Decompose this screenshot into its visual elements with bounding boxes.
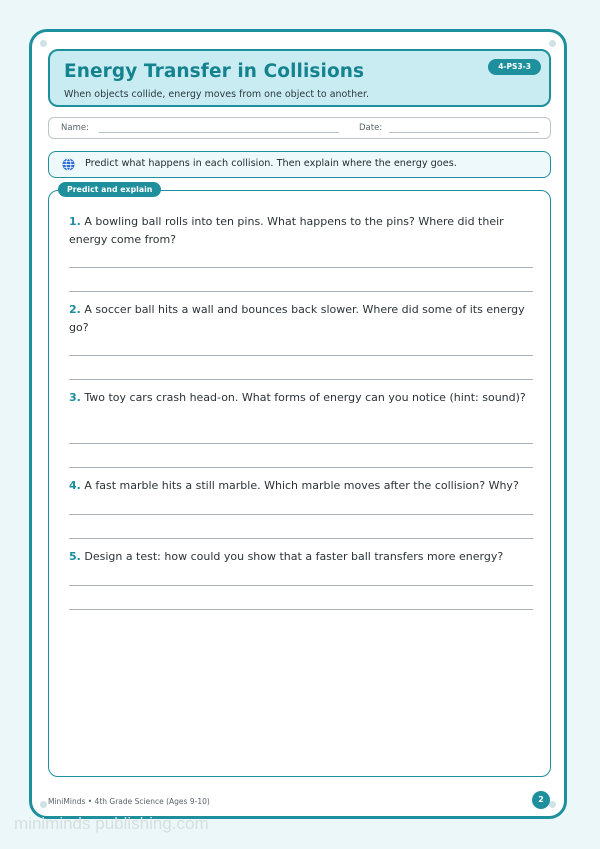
question-number: 1.	[69, 215, 81, 228]
answer-line[interactable]	[69, 291, 533, 292]
section-title: Predict and explain	[58, 182, 161, 197]
name-label: Name:	[61, 123, 89, 133]
answer-line[interactable]	[69, 538, 533, 539]
corner-dot	[549, 40, 556, 47]
corner-dot	[40, 40, 47, 47]
name-field[interactable]	[99, 132, 339, 133]
answer-line[interactable]	[69, 514, 533, 515]
answer-line[interactable]	[69, 379, 533, 380]
question-number: 5.	[69, 550, 81, 563]
instruction-box	[48, 151, 551, 178]
header-banner	[48, 49, 551, 107]
date-label: Date:	[359, 123, 383, 133]
instruction-text: Predict what happens in each collision. Then explain where the energy goes.	[85, 158, 457, 169]
date-field[interactable]	[389, 132, 539, 133]
question-3	[69, 389, 532, 407]
question-2	[69, 301, 532, 337]
answer-line[interactable]	[69, 443, 533, 444]
student-info-bar	[48, 117, 551, 139]
answer-line[interactable]	[69, 609, 533, 610]
answer-line[interactable]	[69, 355, 533, 356]
globe-icon	[62, 158, 75, 171]
question-number: 2.	[69, 303, 81, 316]
watermark: miniminds publishing.com	[14, 814, 209, 833]
question-text: A soccer ball hits a wall and bounces back slower. Where did some of its energy go?	[69, 303, 525, 334]
question-text: A fast marble hits a still marble. Which marble moves after the collision? Why?	[84, 479, 519, 492]
answer-line[interactable]	[69, 267, 533, 268]
answer-line[interactable]	[69, 585, 533, 586]
question-number: 3.	[69, 391, 81, 404]
question-4	[69, 477, 532, 495]
question-text: Two toy cars crash head-on. What forms of energy can you notice (hint: sound)?	[84, 391, 526, 404]
page-number-badge: 2	[532, 791, 550, 809]
question-text: Design a test: how could you show that a faster ball transfers more energy?	[84, 550, 504, 563]
answer-line[interactable]	[69, 467, 533, 468]
page-title: Energy Transfer in Collisions	[64, 61, 365, 82]
question-text: A bowling ball rolls into ten pins. What happens to the pins? Where did their energy come from?	[69, 215, 504, 246]
footer-text: MiniMinds • 4th Grade Science (Ages 9-10)	[48, 797, 210, 806]
corner-dot	[40, 801, 47, 808]
standard-badge: 4-PS3-3	[488, 59, 541, 75]
page-subtitle: When objects collide, energy moves from one object to another.	[64, 89, 370, 100]
question-1	[69, 213, 532, 249]
question-5	[69, 548, 532, 566]
corner-dot	[549, 801, 556, 808]
question-number: 4.	[69, 479, 81, 492]
